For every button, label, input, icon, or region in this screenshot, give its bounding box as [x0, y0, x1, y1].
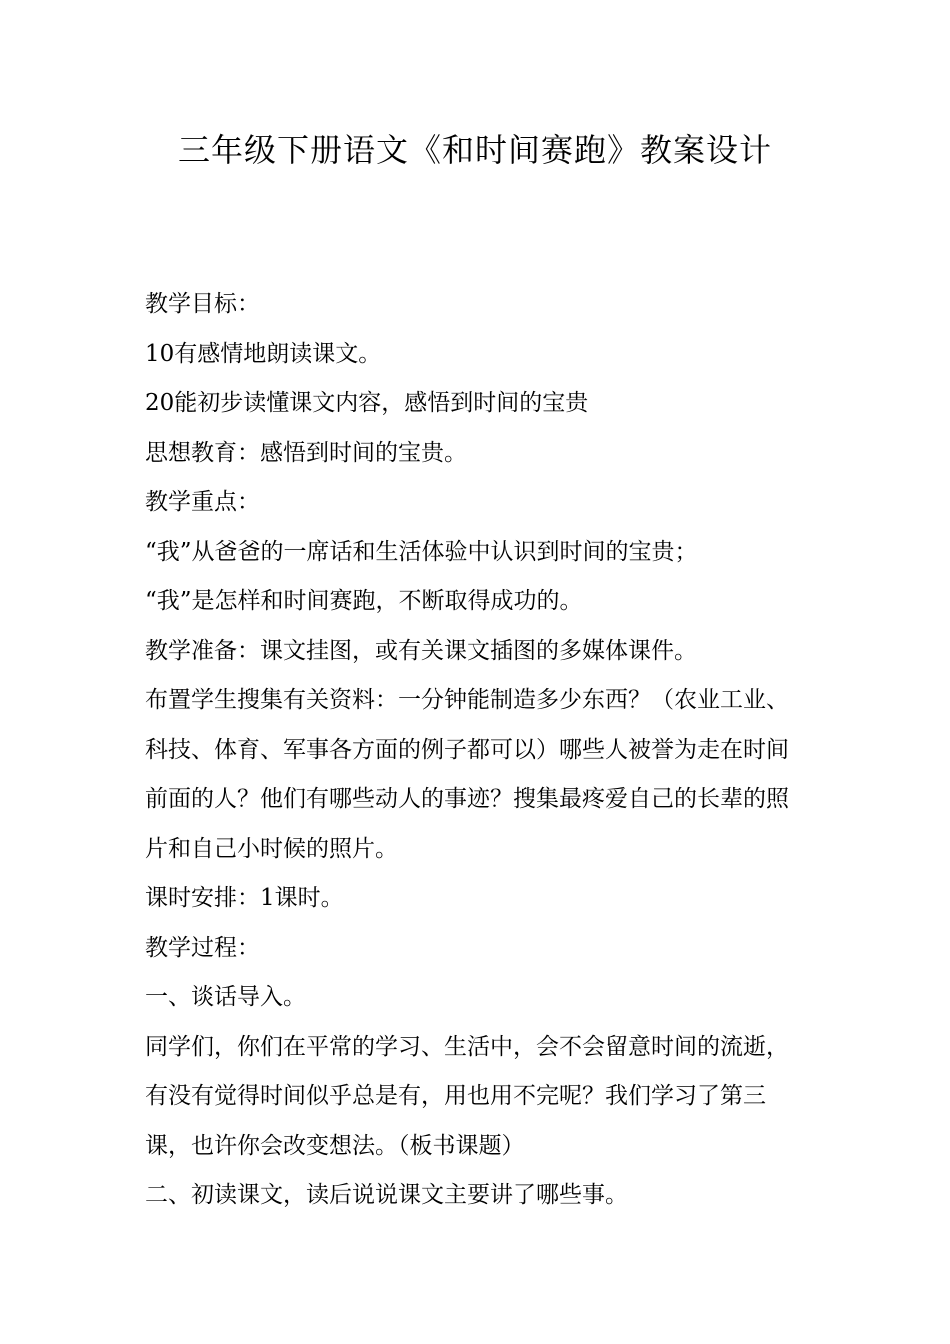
paragraph-preparation: 教学准备：课文挂图，或有关课文插图的多媒体课件。: [145, 637, 697, 664]
paragraph-teaching-goals-heading: 教学目标：: [145, 291, 260, 317]
paragraph-process-heading: 教学过程：: [145, 934, 260, 961]
paragraph-key-point-2: “我”是怎样和时间赛跑，不断取得成功的。: [145, 588, 583, 614]
document-body: [145, 280, 810, 1221]
paragraph-step-1-heading: 一、谈话导入。: [145, 984, 306, 1010]
paragraph-schedule: 课时安排：1课时。: [145, 885, 344, 911]
paragraph-key-point-1: “我”从爸爸的一席话和生活体验中认识到时间的宝贵；: [145, 538, 698, 565]
paragraph-key-points-heading: 教学重点：: [145, 489, 260, 515]
paragraph-goal-2: 20能初步读懂课文内容，感悟到时间的宝贵: [145, 390, 589, 416]
paragraph-student-assignment: 布置学生搜集有关资料：一分钟能制造多少东西？（农业工业、科技、体育、军事各方面的例子都可以）哪些人被誉为走在时间前面的人？他们有哪些动人的事迹？搜集最疼爱自己的长辈的照片和自己小时候的照片。: [145, 687, 789, 862]
document-title: 三年级下册语文《和时间赛跑》教案设计: [177, 131, 772, 169]
paragraph-goal-1: 10有感情地朗读课文。: [145, 340, 382, 367]
paragraph-step-1-content: 同学们，你们在平常的学习、生活中，会不会留意时间的流逝，有没有觉得时间似乎总是有，用也用不完呢？我们学习了第三课，也许你会改变想法。（板书课题）: [145, 1033, 789, 1159]
paragraph-step-2-heading: 二、初读课文，读后说说课文主要讲了哪些事。: [145, 1182, 628, 1208]
paragraph-ideological-education: 思想教育：感悟到时间的宝贵。: [145, 439, 467, 466]
